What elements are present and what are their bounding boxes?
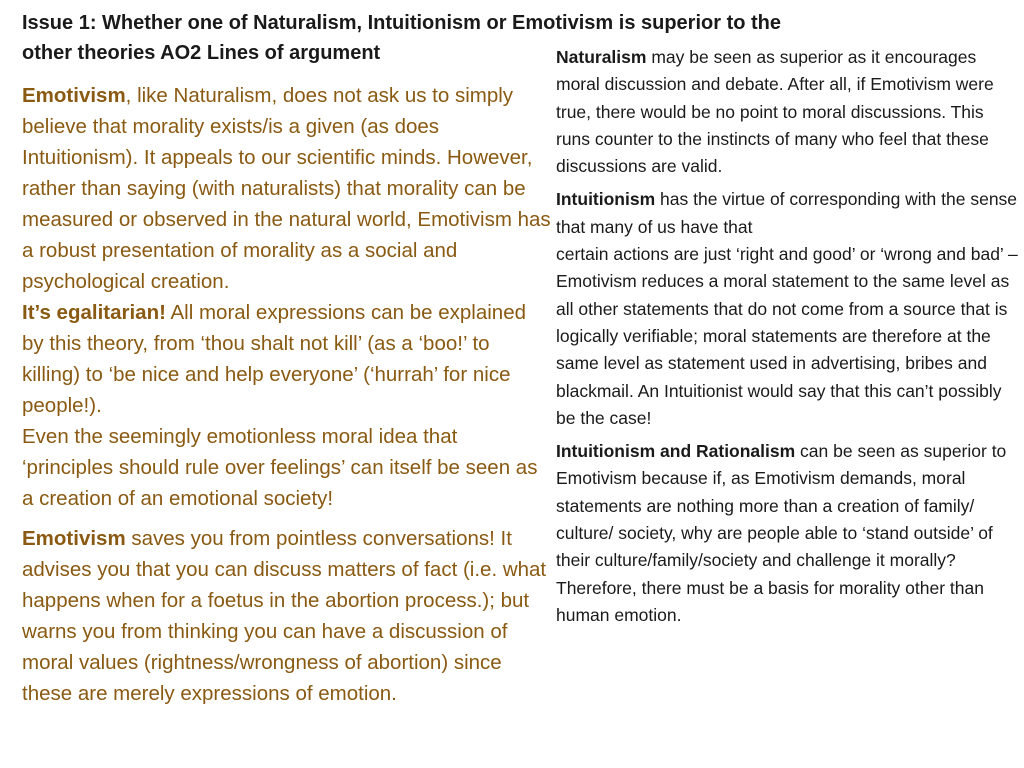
- emotivism-text: , like Naturalism, does not ask us to simply believe that morality exists/is a given (as does Intuitionism). It appeals to our scientific minds. However, rather than saying (with naturalists) that morality can be measured or observed in the natural world, Emotivism has a robust presentation of morality as a social and psychological creation.: [22, 84, 551, 293]
- emotivism-paragraph: [22, 80, 552, 297]
- emotivism-heading: Emotivism: [22, 84, 126, 107]
- rationalism-paragraph: [556, 438, 1018, 629]
- pointless-conversations-paragraph: [22, 523, 552, 709]
- rationalism-heading: Intuitionism and Rationalism: [556, 441, 796, 462]
- egalitarian-paragraph: [22, 297, 552, 421]
- pointless-conversations-heading: Emotivism: [22, 527, 126, 550]
- intuitionism-text-1: has the virtue of corresponding with the sense that many of us have that: [556, 189, 1018, 237]
- intuitionism-paragraph: [556, 186, 1018, 432]
- emotionless-idea-paragraph: [22, 421, 552, 514]
- pointless-conversations-text: saves you from pointless conversations! It advises you that you can discuss matters of fact (i.e. what happens when for a foetus in the abortion process.); but warns you from thinking you can have a discussion of moral values (rightness/wrongness of abortion) since these are merely expressions of emotion.: [22, 527, 547, 705]
- emotionless-idea-text: Even the seemingly emotionless moral idea that ‘principles should rule over feelings’ can itself be seen as a creation of an emotional society!: [22, 425, 538, 510]
- naturalism-paragraph: [556, 44, 1018, 180]
- left-column: [22, 80, 552, 709]
- egalitarian-heading: It’s egalitarian!: [22, 301, 166, 324]
- title-line-1: Issue 1: Whether one of Naturalism, Intuitionism or Emotivism is superior to the: [22, 12, 782, 34]
- intuitionism-text-2: certain actions are just ‘right and good’ or ‘wrong and bad’ – Emotivism reduces a moral statement to the same level as all other statements that do not come from a source that is logically verifiable; moral statements are therefore at the same level as statement used in advertising, bribes and blackmail. An Intuitionist would say that this can’t possibly be the case!: [556, 244, 1018, 428]
- title-line-2: other theories AO2 Lines of argument: [22, 42, 381, 64]
- rationalism-text: can be seen as superior to Emotivism because if, as Emotivism demands, moral statements are nothing more than a creation of family/ culture/ society, why are people able to ‘stand outside’ of their culture/family/society and challenge it morally? Therefore, there must be a basis for morality other than human emotion.: [556, 441, 1007, 625]
- naturalism-heading: Naturalism: [556, 47, 647, 67]
- intuitionism-heading: Intuitionism: [556, 189, 656, 210]
- right-column: [556, 44, 1018, 629]
- egalitarian-text: All moral expressions can be explained by this theory, from ‘thou shalt not kill’ (as a ‘boo!’ to killing) to ‘be nice and help everyone’ (‘hurrah’ for nice people!).: [22, 301, 527, 417]
- naturalism-text: may be seen as superior as it encourages moral discussion and debate. After all, if Emotivism were true, there would be no point to moral discussions. This runs counter to the instincts of many who feel that these discussions are valid.: [556, 47, 994, 177]
